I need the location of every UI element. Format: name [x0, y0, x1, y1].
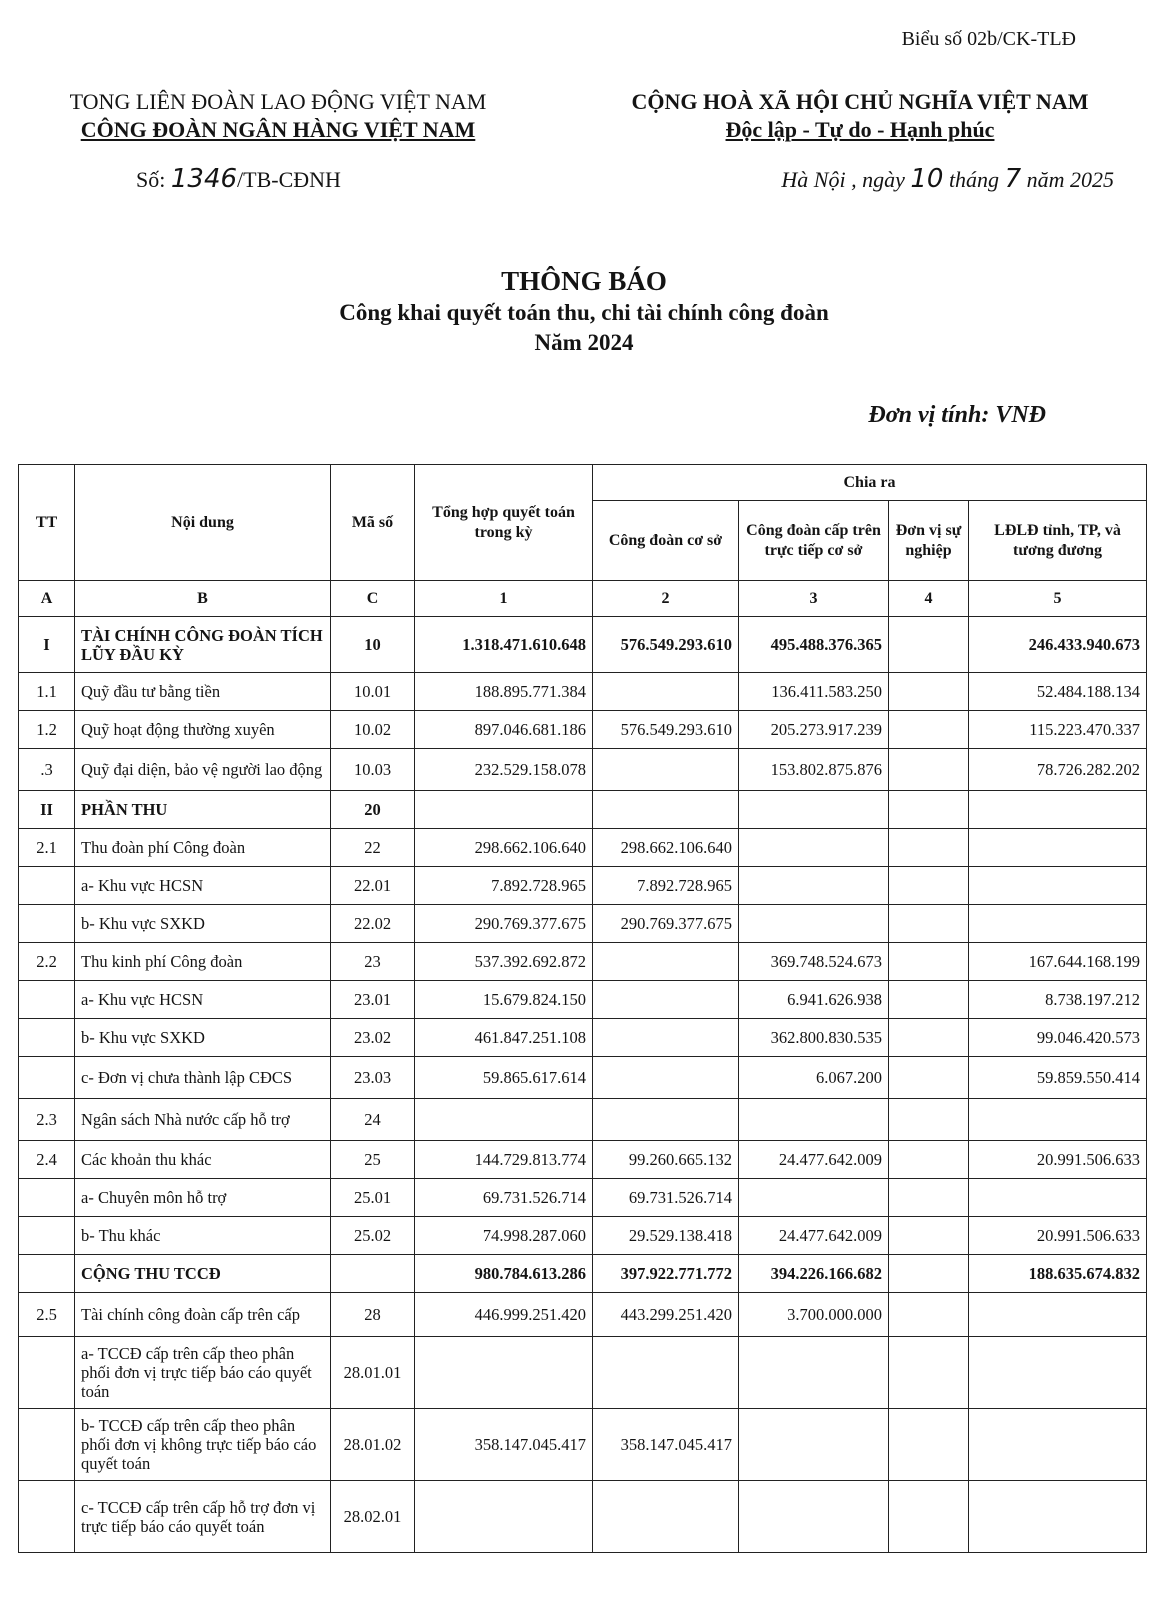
date-month: 7	[1004, 164, 1022, 194]
row-total: 144.729.813.774	[415, 1141, 593, 1179]
row-tt	[19, 981, 75, 1019]
row-code: 10.02	[331, 711, 415, 749]
row-code: 28.02.01	[331, 1481, 415, 1553]
row-col2: 69.731.526.714	[593, 1179, 739, 1217]
row-col3: 362.800.830.535	[739, 1019, 889, 1057]
row-tt	[19, 1057, 75, 1099]
row-total: 188.895.771.384	[415, 673, 593, 711]
row-col2	[593, 749, 739, 791]
row-col3: 153.802.875.876	[739, 749, 889, 791]
row-col2	[593, 673, 739, 711]
row-tt: .3	[19, 749, 75, 791]
row-total: 358.147.045.417	[415, 1409, 593, 1481]
row-total: 980.784.613.286	[415, 1255, 593, 1293]
doc-number-prefix: Số:	[136, 167, 166, 192]
row-col2: 99.260.665.132	[593, 1141, 739, 1179]
row-col4	[889, 829, 969, 867]
row-tt: I	[19, 617, 75, 673]
row-col5	[969, 867, 1147, 905]
row-col2	[593, 1019, 739, 1057]
row-col3	[739, 905, 889, 943]
row-col5: 59.859.550.414	[969, 1057, 1147, 1099]
row-col3: 136.411.583.250	[739, 673, 889, 711]
national-header	[580, 88, 1140, 144]
row-col3: 394.226.166.682	[739, 1255, 889, 1293]
form-code: Biểu số 02b/CK-TLĐ	[901, 28, 1076, 50]
row-col2	[593, 981, 739, 1019]
row-col4	[889, 1337, 969, 1409]
row-tt	[19, 1255, 75, 1293]
table-row	[19, 749, 1147, 791]
row-code: 24	[331, 1099, 415, 1141]
row-code: 23.02	[331, 1019, 415, 1057]
row-code: 10.01	[331, 673, 415, 711]
row-total	[415, 1337, 593, 1409]
row-tt	[19, 1481, 75, 1553]
row-col5: 188.635.674.832	[969, 1255, 1147, 1293]
row-col2: 576.549.293.610	[593, 617, 739, 673]
row-code: 25	[331, 1141, 415, 1179]
row-col3: 6.941.626.938	[739, 981, 889, 1019]
row-col3: 6.067.200	[739, 1057, 889, 1099]
row-desc: c- TCCĐ cấp trên cấp hỗ trợ đơn vị trực tiếp báo cáo quyết toán	[75, 1481, 331, 1553]
index-cell: 5	[969, 581, 1147, 617]
currency-unit: Đơn vị tính: VNĐ	[868, 402, 1046, 428]
row-col4	[889, 711, 969, 749]
row-col3	[739, 1481, 889, 1553]
row-col3	[739, 791, 889, 829]
date-month-label: tháng	[948, 167, 1000, 192]
row-tt	[19, 1179, 75, 1217]
row-desc: Các khoản thu khác	[75, 1141, 331, 1179]
row-col4	[889, 673, 969, 711]
row-desc: a- TCCĐ cấp trên cấp theo phân phối đơn vị trực tiếp báo cáo quyết toán	[75, 1337, 331, 1409]
row-col5	[969, 791, 1147, 829]
table-row	[19, 1019, 1147, 1057]
row-total: 537.392.692.872	[415, 943, 593, 981]
row-desc: Ngân sách Nhà nước cấp hỗ trợ	[75, 1099, 331, 1141]
row-desc: Thu kinh phí Công đoàn	[75, 943, 331, 981]
row-total: 15.679.824.150	[415, 981, 593, 1019]
row-tt	[19, 1409, 75, 1481]
row-desc: b- Khu vực SXKD	[75, 905, 331, 943]
row-code: 10	[331, 617, 415, 673]
row-col5: 115.223.470.337	[969, 711, 1147, 749]
row-tt	[19, 867, 75, 905]
row-desc: TÀI CHÍNH CÔNG ĐOÀN TÍCH LŨY ĐẦU KỲ	[75, 617, 331, 673]
row-col4	[889, 617, 969, 673]
date-day: 10	[910, 164, 944, 194]
title-line-1: THÔNG BÁO	[501, 266, 667, 296]
row-col4	[889, 1179, 969, 1217]
row-code: 23	[331, 943, 415, 981]
table-row	[19, 673, 1147, 711]
row-code: 28	[331, 1293, 415, 1337]
index-cell: 2	[593, 581, 739, 617]
title-line-3: Năm 2024	[534, 330, 634, 355]
table-row	[19, 711, 1147, 749]
row-code: 25.02	[331, 1217, 415, 1255]
row-desc: PHẦN THU	[75, 791, 331, 829]
header-col3: Công đoàn cấp trên trực tiếp cơ sở	[739, 501, 889, 581]
row-col3	[739, 1099, 889, 1141]
row-desc: b- TCCĐ cấp trên cấp theo phân phối đơn vị không trực tiếp báo cáo quyết toán	[75, 1409, 331, 1481]
row-tt	[19, 1217, 75, 1255]
row-tt: 2.2	[19, 943, 75, 981]
table-row	[19, 1217, 1147, 1255]
table-row	[19, 1255, 1147, 1293]
row-col3	[739, 1337, 889, 1409]
row-desc: b- Thu khác	[75, 1217, 331, 1255]
row-col2: 397.922.771.772	[593, 1255, 739, 1293]
date-place: Hà Nội , ngày	[781, 167, 905, 192]
row-total: 1.318.471.610.648	[415, 617, 593, 673]
row-col4	[889, 867, 969, 905]
index-cell: 3	[739, 581, 889, 617]
row-col2: 7.892.728.965	[593, 867, 739, 905]
row-desc: a- Khu vực HCSN	[75, 867, 331, 905]
row-col3: 24.477.642.009	[739, 1217, 889, 1255]
row-col4	[889, 1099, 969, 1141]
report-body	[19, 617, 1147, 1553]
row-col5: 99.046.420.573	[969, 1019, 1147, 1057]
row-code: 25.01	[331, 1179, 415, 1217]
row-code: 22.01	[331, 867, 415, 905]
row-col5	[969, 1099, 1147, 1141]
header-col4: Đơn vị sự nghiệp	[889, 501, 969, 581]
row-col4	[889, 1217, 969, 1255]
row-col4	[889, 943, 969, 981]
row-col3	[739, 829, 889, 867]
row-col2	[593, 1057, 739, 1099]
row-desc: a- Chuyên môn hỗ trợ	[75, 1179, 331, 1217]
row-code: 10.03	[331, 749, 415, 791]
row-tt	[19, 1337, 75, 1409]
date-year: năm 2025	[1026, 167, 1114, 192]
index-cell: 4	[889, 581, 969, 617]
row-col3	[739, 867, 889, 905]
table-row	[19, 1337, 1147, 1409]
row-col4	[889, 1019, 969, 1057]
row-code: 28.01.01	[331, 1337, 415, 1409]
row-total: 74.998.287.060	[415, 1217, 593, 1255]
row-col4	[889, 981, 969, 1019]
row-col2: 29.529.138.418	[593, 1217, 739, 1255]
row-col2: 443.299.251.420	[593, 1293, 739, 1337]
row-col4	[889, 1057, 969, 1099]
row-col3: 369.748.524.673	[739, 943, 889, 981]
table-row	[19, 981, 1147, 1019]
header-col2: Công đoàn cơ sở	[593, 501, 739, 581]
row-total	[415, 1099, 593, 1141]
row-col5: 20.991.506.633	[969, 1141, 1147, 1179]
row-col5	[969, 1337, 1147, 1409]
row-col5: 20.991.506.633	[969, 1217, 1147, 1255]
table-row	[19, 1481, 1147, 1553]
row-desc: Tài chính công đoàn cấp trên cấp	[75, 1293, 331, 1337]
row-desc: b- Khu vực SXKD	[75, 1019, 331, 1057]
row-desc: a- Khu vực HCSN	[75, 981, 331, 1019]
row-col4	[889, 1409, 969, 1481]
header-chia-ra: Chia ra	[593, 465, 1147, 501]
row-col5	[969, 905, 1147, 943]
row-tt: 1.2	[19, 711, 75, 749]
row-tt: II	[19, 791, 75, 829]
index-cell: 1	[415, 581, 593, 617]
row-col5	[969, 829, 1147, 867]
row-col5: 8.738.197.212	[969, 981, 1147, 1019]
row-col5: 167.644.168.199	[969, 943, 1147, 981]
row-col5	[969, 1481, 1147, 1553]
doc-number-handwritten: 1346	[170, 164, 238, 194]
index-cell: B	[75, 581, 331, 617]
row-col5	[969, 1293, 1147, 1337]
title-line-2: Công khai quyết toán thu, chi tài chính công đoàn	[339, 300, 829, 325]
document-title	[0, 264, 1168, 358]
row-col4	[889, 791, 969, 829]
row-tt: 2.1	[19, 829, 75, 867]
row-total: 232.529.158.078	[415, 749, 593, 791]
table-row	[19, 943, 1147, 981]
row-total: 7.892.728.965	[415, 867, 593, 905]
row-col4	[889, 1481, 969, 1553]
row-code: 23.03	[331, 1057, 415, 1099]
row-tt: 1.1	[19, 673, 75, 711]
header-code: Mã số	[331, 465, 415, 581]
row-total: 897.046.681.186	[415, 711, 593, 749]
document-number	[136, 164, 341, 194]
header-total: Tổng hợp quyết toán trong kỳ	[415, 465, 593, 581]
row-desc: c- Đơn vị chưa thành lập CĐCS	[75, 1057, 331, 1099]
table-row	[19, 905, 1147, 943]
table-row	[19, 617, 1147, 673]
index-cell: C	[331, 581, 415, 617]
row-col3: 24.477.642.009	[739, 1141, 889, 1179]
table-row	[19, 1141, 1147, 1179]
row-col3: 3.700.000.000	[739, 1293, 889, 1337]
row-col4	[889, 1293, 969, 1337]
row-col4	[889, 1141, 969, 1179]
finance-report-table	[18, 464, 1147, 1553]
table-row	[19, 829, 1147, 867]
row-col4	[889, 749, 969, 791]
country-name: CỘNG HOÀ XÃ HỘI CHỦ NGHĨA VIỆT NAM	[631, 89, 1089, 114]
row-col2: 576.549.293.610	[593, 711, 739, 749]
row-total: 59.865.617.614	[415, 1057, 593, 1099]
index-cell: A	[19, 581, 75, 617]
row-col5	[969, 1409, 1147, 1481]
table-row	[19, 1057, 1147, 1099]
row-total: 446.999.251.420	[415, 1293, 593, 1337]
table-row	[19, 791, 1147, 829]
row-code: 23.01	[331, 981, 415, 1019]
table-row	[19, 1179, 1147, 1217]
row-total: 461.847.251.108	[415, 1019, 593, 1057]
org-name: CÔNG ĐOÀN NGÂN HÀNG VIỆT NAM	[80, 117, 476, 142]
row-code	[331, 1255, 415, 1293]
doc-number-suffix: /TB-CĐNH	[237, 167, 341, 192]
table-row	[19, 867, 1147, 905]
header-content: Nội dung	[75, 465, 331, 581]
national-motto: Độc lập - Tự do - Hạnh phúc	[725, 117, 995, 142]
row-tt: 2.4	[19, 1141, 75, 1179]
row-tt: 2.3	[19, 1099, 75, 1141]
row-tt: 2.5	[19, 1293, 75, 1337]
row-col5: 78.726.282.202	[969, 749, 1147, 791]
row-total	[415, 1481, 593, 1553]
row-col2	[593, 1337, 739, 1409]
row-code: 22.02	[331, 905, 415, 943]
row-total	[415, 791, 593, 829]
row-col3: 205.273.917.239	[739, 711, 889, 749]
row-col2: 290.769.377.675	[593, 905, 739, 943]
row-total: 69.731.526.714	[415, 1179, 593, 1217]
row-col3	[739, 1179, 889, 1217]
row-desc: Quỹ hoạt động thường xuyên	[75, 711, 331, 749]
table-row	[19, 1409, 1147, 1481]
row-col2: 298.662.106.640	[593, 829, 739, 867]
row-desc: Quỹ đầu tư bằng tiền	[75, 673, 331, 711]
row-total: 290.769.377.675	[415, 905, 593, 943]
header-tt: TT	[19, 465, 75, 581]
row-col3	[739, 1409, 889, 1481]
row-col2: 358.147.045.417	[593, 1409, 739, 1481]
row-desc: Thu đoàn phí Công đoàn	[75, 829, 331, 867]
row-col2	[593, 1481, 739, 1553]
row-col2	[593, 791, 739, 829]
row-desc: CỘNG THU TCCĐ	[75, 1255, 331, 1293]
row-tt	[19, 1019, 75, 1057]
row-total: 298.662.106.640	[415, 829, 593, 867]
row-code: 22	[331, 829, 415, 867]
row-col4	[889, 905, 969, 943]
document-date	[781, 164, 1114, 194]
table-row	[19, 1099, 1147, 1141]
table-row	[19, 1293, 1147, 1337]
row-code: 28.01.02	[331, 1409, 415, 1481]
row-tt	[19, 905, 75, 943]
row-col5	[969, 1179, 1147, 1217]
header-col5: LĐLĐ tỉnh, TP, và tương đương	[969, 501, 1147, 581]
row-col5: 52.484.188.134	[969, 673, 1147, 711]
parent-org-name: TONG LIÊN ĐOÀN LAO ĐỘNG VIỆT NAM	[69, 89, 487, 114]
row-col2	[593, 1099, 739, 1141]
row-col3: 495.488.376.365	[739, 617, 889, 673]
row-col5: 246.433.940.673	[969, 617, 1147, 673]
issuing-organization	[28, 88, 528, 144]
row-code: 20	[331, 791, 415, 829]
row-col2	[593, 943, 739, 981]
row-col4	[889, 1255, 969, 1293]
row-desc: Quỹ đại diện, bảo vệ người lao động	[75, 749, 331, 791]
